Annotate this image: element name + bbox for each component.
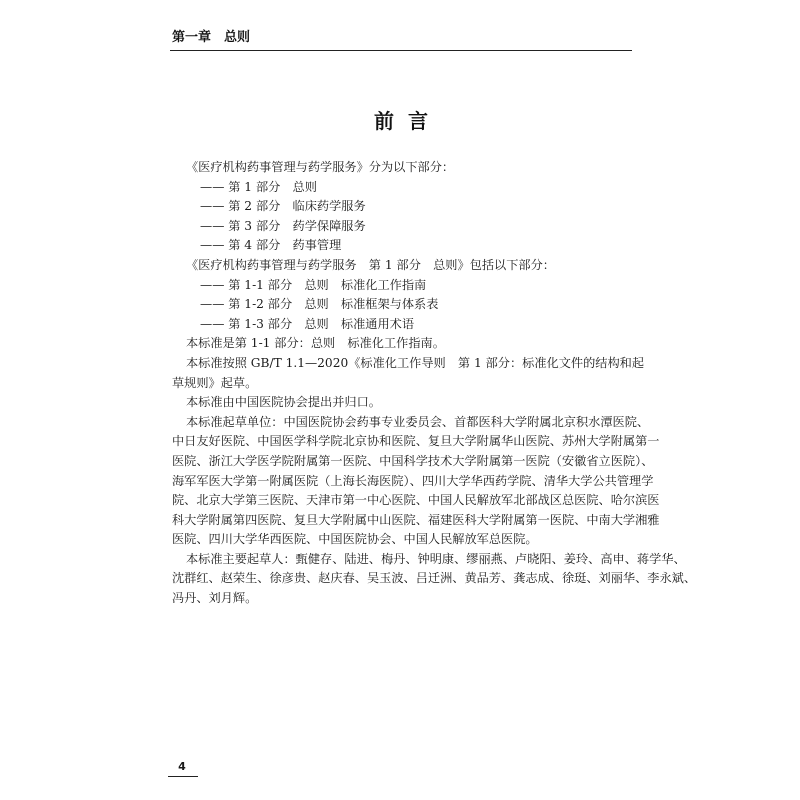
page-title: 前言 <box>374 109 442 133</box>
text-line: —— 第 1-2 部分 总则 标准框架与体系表 <box>200 297 439 312</box>
text-line: —— 第 2 部分 临床药学服务 <box>200 199 366 214</box>
text-line: 沈群红、赵荣生、徐彦贵、赵庆春、吴玉波、吕迁洲、黄品芳、龚志成、徐珽、刘丽华、李永斌、 <box>172 571 697 586</box>
footer-rule <box>168 776 198 777</box>
running-head: 第一章 总则 <box>172 30 251 45</box>
text-line: 医院、浙江大学医学院附属第一医院、中国科学技术大学附属第一医院（安徽省立医院）、 <box>172 453 654 468</box>
header-rule <box>170 50 632 51</box>
page-number: 4 <box>178 760 186 773</box>
text-line: 院、北京大学第三医院、天津市第一中心医院、中国人民解放军北部战区总医院、哈尔滨医 <box>172 493 660 508</box>
body-text <box>172 158 697 609</box>
text-line: 草规则》起草。 <box>172 375 258 390</box>
text-line: 本标准起草单位：中国医院协会药事专业委员会、首都医科大学附属北京积水潭医院、 <box>186 414 650 429</box>
text-line: 本标准主要起草人：甄健存、陆进、梅丹、钟明康、缪丽燕、卢晓阳、姜玲、高申、蒋学华、 <box>186 551 686 566</box>
text-line: 冯丹、刘月辉。 <box>172 591 258 606</box>
text-line: —— 第 3 部分 药学保障服务 <box>200 218 366 233</box>
text-line: 海军军医大学第一附属医院（上海长海医院）、四川大学华西药学院、清华大学公共管理学 <box>172 473 654 488</box>
text-line: 中日友好医院、中国医学科学院北京协和医院、复旦大学附属华山医院、苏州大学附属第一 <box>172 434 660 449</box>
text-line: —— 第 4 部分 药事管理 <box>200 238 342 253</box>
text-line: 科大学附属第四医院、复旦大学附属中山医院、福建医科大学附属第一医院、中南大学湘雅 <box>172 512 660 527</box>
text-line: 《医疗机构药事管理与药学服务》分为以下部分： <box>186 160 455 174</box>
text-line: —— 第 1 部分 总则 <box>200 179 317 194</box>
text-line: 本标准由中国医院协会提出并归口。 <box>186 395 381 410</box>
text-line: 《医疗机构药事管理与药学服务 第 1 部分 总则》包括以下部分： <box>186 257 555 272</box>
text-line: —— 第 1-3 部分 总则 标准通用术语 <box>200 316 415 331</box>
text-line: 本标准按照 GB/T 1.1—2020《标准化工作导则 第 1 部分：标准化文件的结构和起 <box>186 355 645 370</box>
text-line: 本标准是第 1-1 部分：总则 标准化工作指南。 <box>186 336 445 351</box>
text-line: —— 第 1-1 部分 总则 标准化工作指南 <box>200 277 427 292</box>
text-line: 医院、四川大学华西医院、中国医院协会、中国人民解放军总医院。 <box>172 532 538 547</box>
